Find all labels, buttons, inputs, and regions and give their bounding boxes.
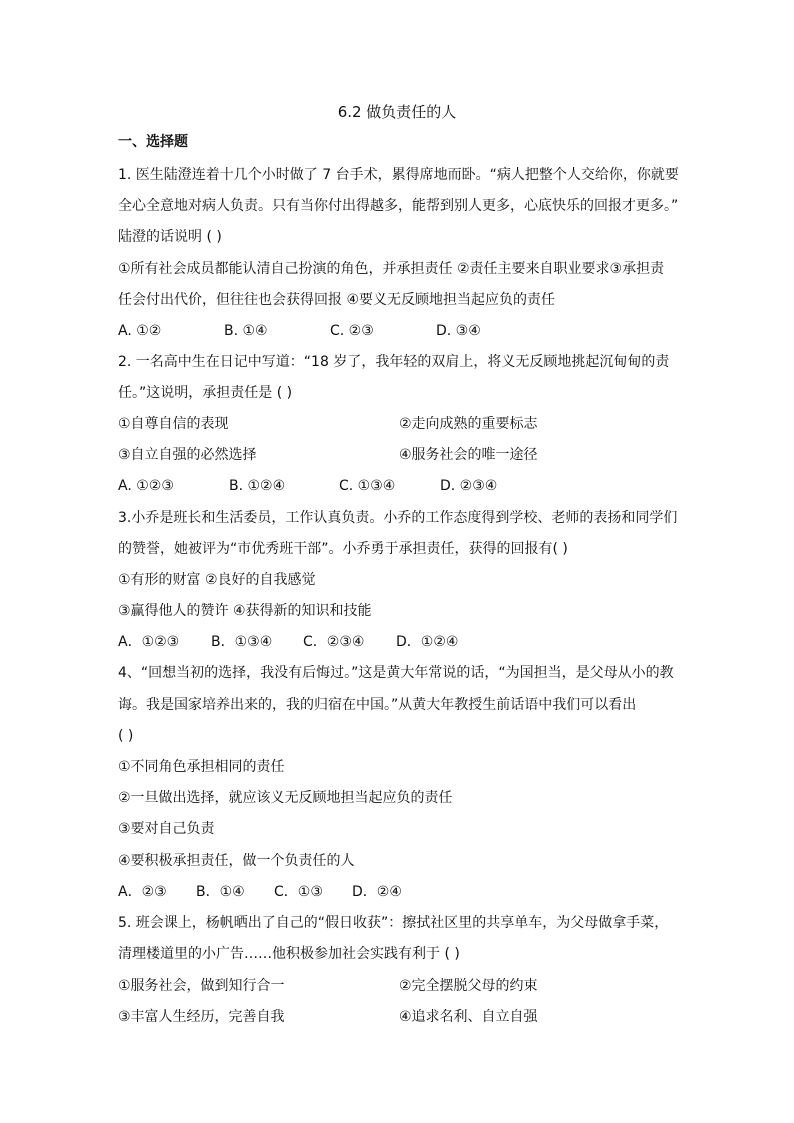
q5-item-2: ②完全摆脱父母的约束 bbox=[399, 978, 538, 994]
section-heading: 一、选择题 bbox=[118, 134, 188, 150]
q4-line-6: ③要对自己负责 bbox=[118, 821, 215, 837]
q2-item-2: ②走向成熟的重要标志 bbox=[399, 416, 538, 432]
q2-item-1: ①自尊自信的表现 bbox=[118, 416, 229, 432]
q4-option-b: B．①④ bbox=[196, 884, 245, 900]
q1-line-4: ①所有社会成员都能认清自己扮演的角色，并承担责任 ②责任主要来自职业要求③承担责 bbox=[118, 261, 665, 277]
q2-option-c: C. ①③④ bbox=[339, 478, 396, 494]
q4-option-a: A．②③ bbox=[118, 884, 167, 900]
q3-option-b: B．①③④ bbox=[211, 634, 273, 650]
q1-option-d: D. ③④ bbox=[436, 323, 481, 339]
q3-option-c: C．②③④ bbox=[303, 634, 365, 650]
q2-item-4: ④服务社会的唯一途径 bbox=[399, 447, 538, 463]
q4-line-7: ④要积极承担责任，做一个负责任的人 bbox=[118, 853, 355, 869]
q3-line-2: 的赞誉，她被评为“市优秀班干部”。小乔勇于承担责任，获得的回报有( ) bbox=[118, 541, 568, 557]
q1-option-b: B. ①④ bbox=[224, 323, 268, 339]
q4-line-3: ( ) bbox=[118, 728, 134, 744]
q2-item-3: ③自立自强的必然选择 bbox=[118, 447, 257, 463]
q2-line-2: 任。”这说明，承担责任是 ( ) bbox=[118, 385, 293, 401]
q3-option-d: D．①②④ bbox=[396, 634, 459, 650]
q4-line-4: ①不同角色承担相同的责任 bbox=[118, 759, 285, 775]
q2-option-d: D. ②③④ bbox=[440, 478, 498, 494]
q1-option-c: C. ②③ bbox=[330, 323, 374, 339]
q1-line-3: 陆澄的话说明 ( ) bbox=[118, 229, 222, 245]
q1-line-2: 全心全意地对病人负责。只有当你付出得越多，能帮到别人更多，心底快乐的回报才更多。” bbox=[118, 198, 679, 214]
q2-option-a: A. ①②③ bbox=[118, 478, 174, 494]
q1-line-5: 任会付出代价，但往往也会获得回报 ④要义无反顾地担当起应负的责任 bbox=[118, 292, 555, 308]
q5-line-2: 清理楼道里的小广告……他积极参加社会实践有利于 ( ) bbox=[118, 946, 460, 962]
q4-line-1: 4、“回想当初的选择，我没有后悔过。”这是黄大年常说的话，“为国担当，是父母从小的教 bbox=[118, 665, 674, 681]
q4-line-5: ②一旦做出选择，就应该义无反顾地担当起应负的责任 bbox=[118, 790, 453, 806]
q2-option-b: B. ①②④ bbox=[229, 478, 286, 494]
q1-line-1: 1. 医生陆澄连着十几个小时做了 7 台手术，累得席地而卧。“病人把整个人交给你，你就要 bbox=[118, 167, 679, 183]
q4-option-d: D．②④ bbox=[352, 884, 402, 900]
q4-line-2: 诲。我是国家培养出来的，我的归宿在中国。”从黄大年教授生前话语中我们可以看出 bbox=[118, 697, 637, 713]
q3-option-a: A．①②③ bbox=[118, 634, 180, 650]
q3-line-1: 3.小乔是班长和生活委员，工作认真负责。小乔的工作态度得到学校、老师的表扬和同学们 bbox=[118, 510, 678, 526]
q2-line-1: 2. 一名高中生在日记中写道：“18 岁了，我年轻的双肩上，将义无反顾地挑起沉甸甸的责 bbox=[118, 354, 670, 370]
q1-option-a: A. ①② bbox=[118, 323, 162, 339]
q3-item-row-1: ①有形的财富 ②良好的自我感觉 bbox=[118, 572, 316, 588]
q5-item-3: ③丰富人生经历，完善自我 bbox=[118, 1009, 285, 1025]
q5-line-1: 5. 班会课上，杨帆晒出了自己的“假日收获”：擦拭社区里的共享单车，为父母做拿手菜， bbox=[118, 915, 669, 931]
q5-item-4: ④追求名利、自立自强 bbox=[399, 1009, 538, 1025]
q5-item-1: ①服务社会，做到知行合一 bbox=[118, 978, 285, 994]
page-title: 6.2 做负责任的人 bbox=[337, 103, 457, 121]
q4-option-c: C．①③ bbox=[274, 884, 323, 900]
q3-item-row-2: ③赢得他人的赞许 ④获得新的知识和技能 bbox=[118, 603, 372, 619]
